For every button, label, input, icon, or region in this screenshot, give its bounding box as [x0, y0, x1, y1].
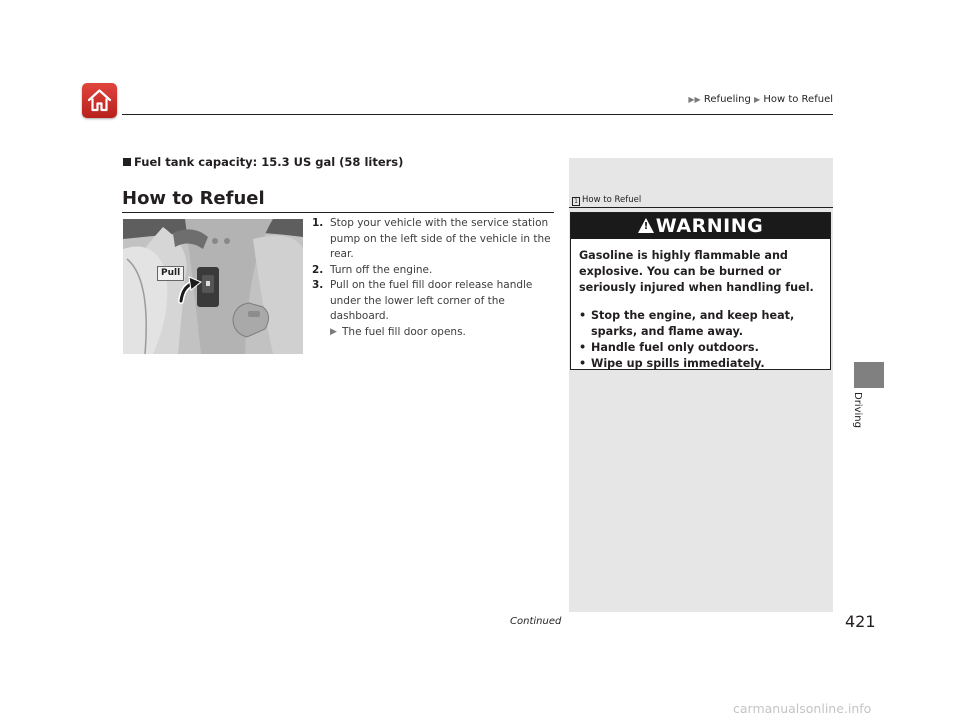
step-number: 2.: [312, 263, 324, 276]
sidebar-divider: [569, 207, 833, 208]
step-item: [312, 216, 552, 263]
breadcrumb-item-refueling[interactable]: Refueling: [703, 94, 751, 105]
header-divider: [122, 114, 833, 115]
step-item: [312, 263, 552, 279]
square-bullet-icon: [123, 158, 131, 166]
dashboard-illustration: [123, 219, 303, 354]
continued-label: Continued: [510, 616, 562, 627]
step-text: Pull on the fuel fill door release handle under the lower left corner of the dashboard.: [330, 279, 533, 322]
warning-list-item: • Stop the engine, and keep heat, sparks, and flame away.: [579, 308, 822, 340]
breadcrumb: [688, 94, 833, 105]
fuel-capacity-text: Fuel tank capacity: 15.3 US gal (58 liters): [134, 155, 404, 169]
section-tab-text: Driving: [852, 392, 863, 428]
reference-icon: 1: [572, 197, 580, 206]
warning-title: WARNING: [655, 215, 764, 237]
home-button[interactable]: [82, 83, 117, 118]
warning-list-item: • Handle fuel only outdoors.: [579, 340, 822, 356]
breadcrumb-item-how-to-refuel[interactable]: How to Refuel: [763, 94, 833, 105]
sidebar-reference-title: How to Refuel: [582, 195, 642, 205]
step-number: 3.: [312, 279, 324, 291]
result-arrow-icon: ▶: [330, 326, 337, 337]
warning-text: Gasoline is highly flammable and explosive. You can be burned or seriously injured when handling fuel.: [579, 249, 814, 294]
result-text: The fuel fill door opens.: [342, 325, 466, 338]
sidebar-panel: [569, 158, 833, 612]
sidebar-reference: [572, 195, 641, 206]
warning-box: [570, 212, 831, 370]
section-tab-marker[interactable]: [854, 362, 884, 388]
warning-list: [579, 308, 822, 372]
step-result: [312, 325, 552, 341]
section-tab-label: [852, 392, 866, 432]
fuel-capacity-heading: [123, 155, 403, 169]
breadcrumb-arrow-icon: ▶: [754, 95, 761, 104]
warning-list-item: • Wipe up spills immediately.: [579, 356, 822, 372]
step-number: 1.: [312, 217, 324, 229]
title-divider: [122, 212, 554, 213]
breadcrumb-arrow-icon: ▶▶: [688, 95, 701, 104]
step-text: Stop your vehicle with the service station pump on the left side of the vehicle in the rear.: [330, 217, 551, 260]
instruction-steps: [312, 216, 552, 340]
page-title: How to Refuel: [122, 188, 265, 209]
fuel-door-release-figure: [123, 219, 303, 354]
step-text: Turn off the engine.: [330, 263, 433, 276]
step-item: [312, 278, 552, 325]
pull-callout-label: Pull: [157, 266, 184, 281]
page-number: 421: [845, 612, 876, 631]
warning-header: [571, 213, 830, 239]
home-icon: [87, 88, 112, 113]
warning-body: [571, 239, 830, 372]
watermark: carmanualsonline.info: [733, 701, 872, 716]
warning-triangle-icon: !: [638, 218, 654, 233]
